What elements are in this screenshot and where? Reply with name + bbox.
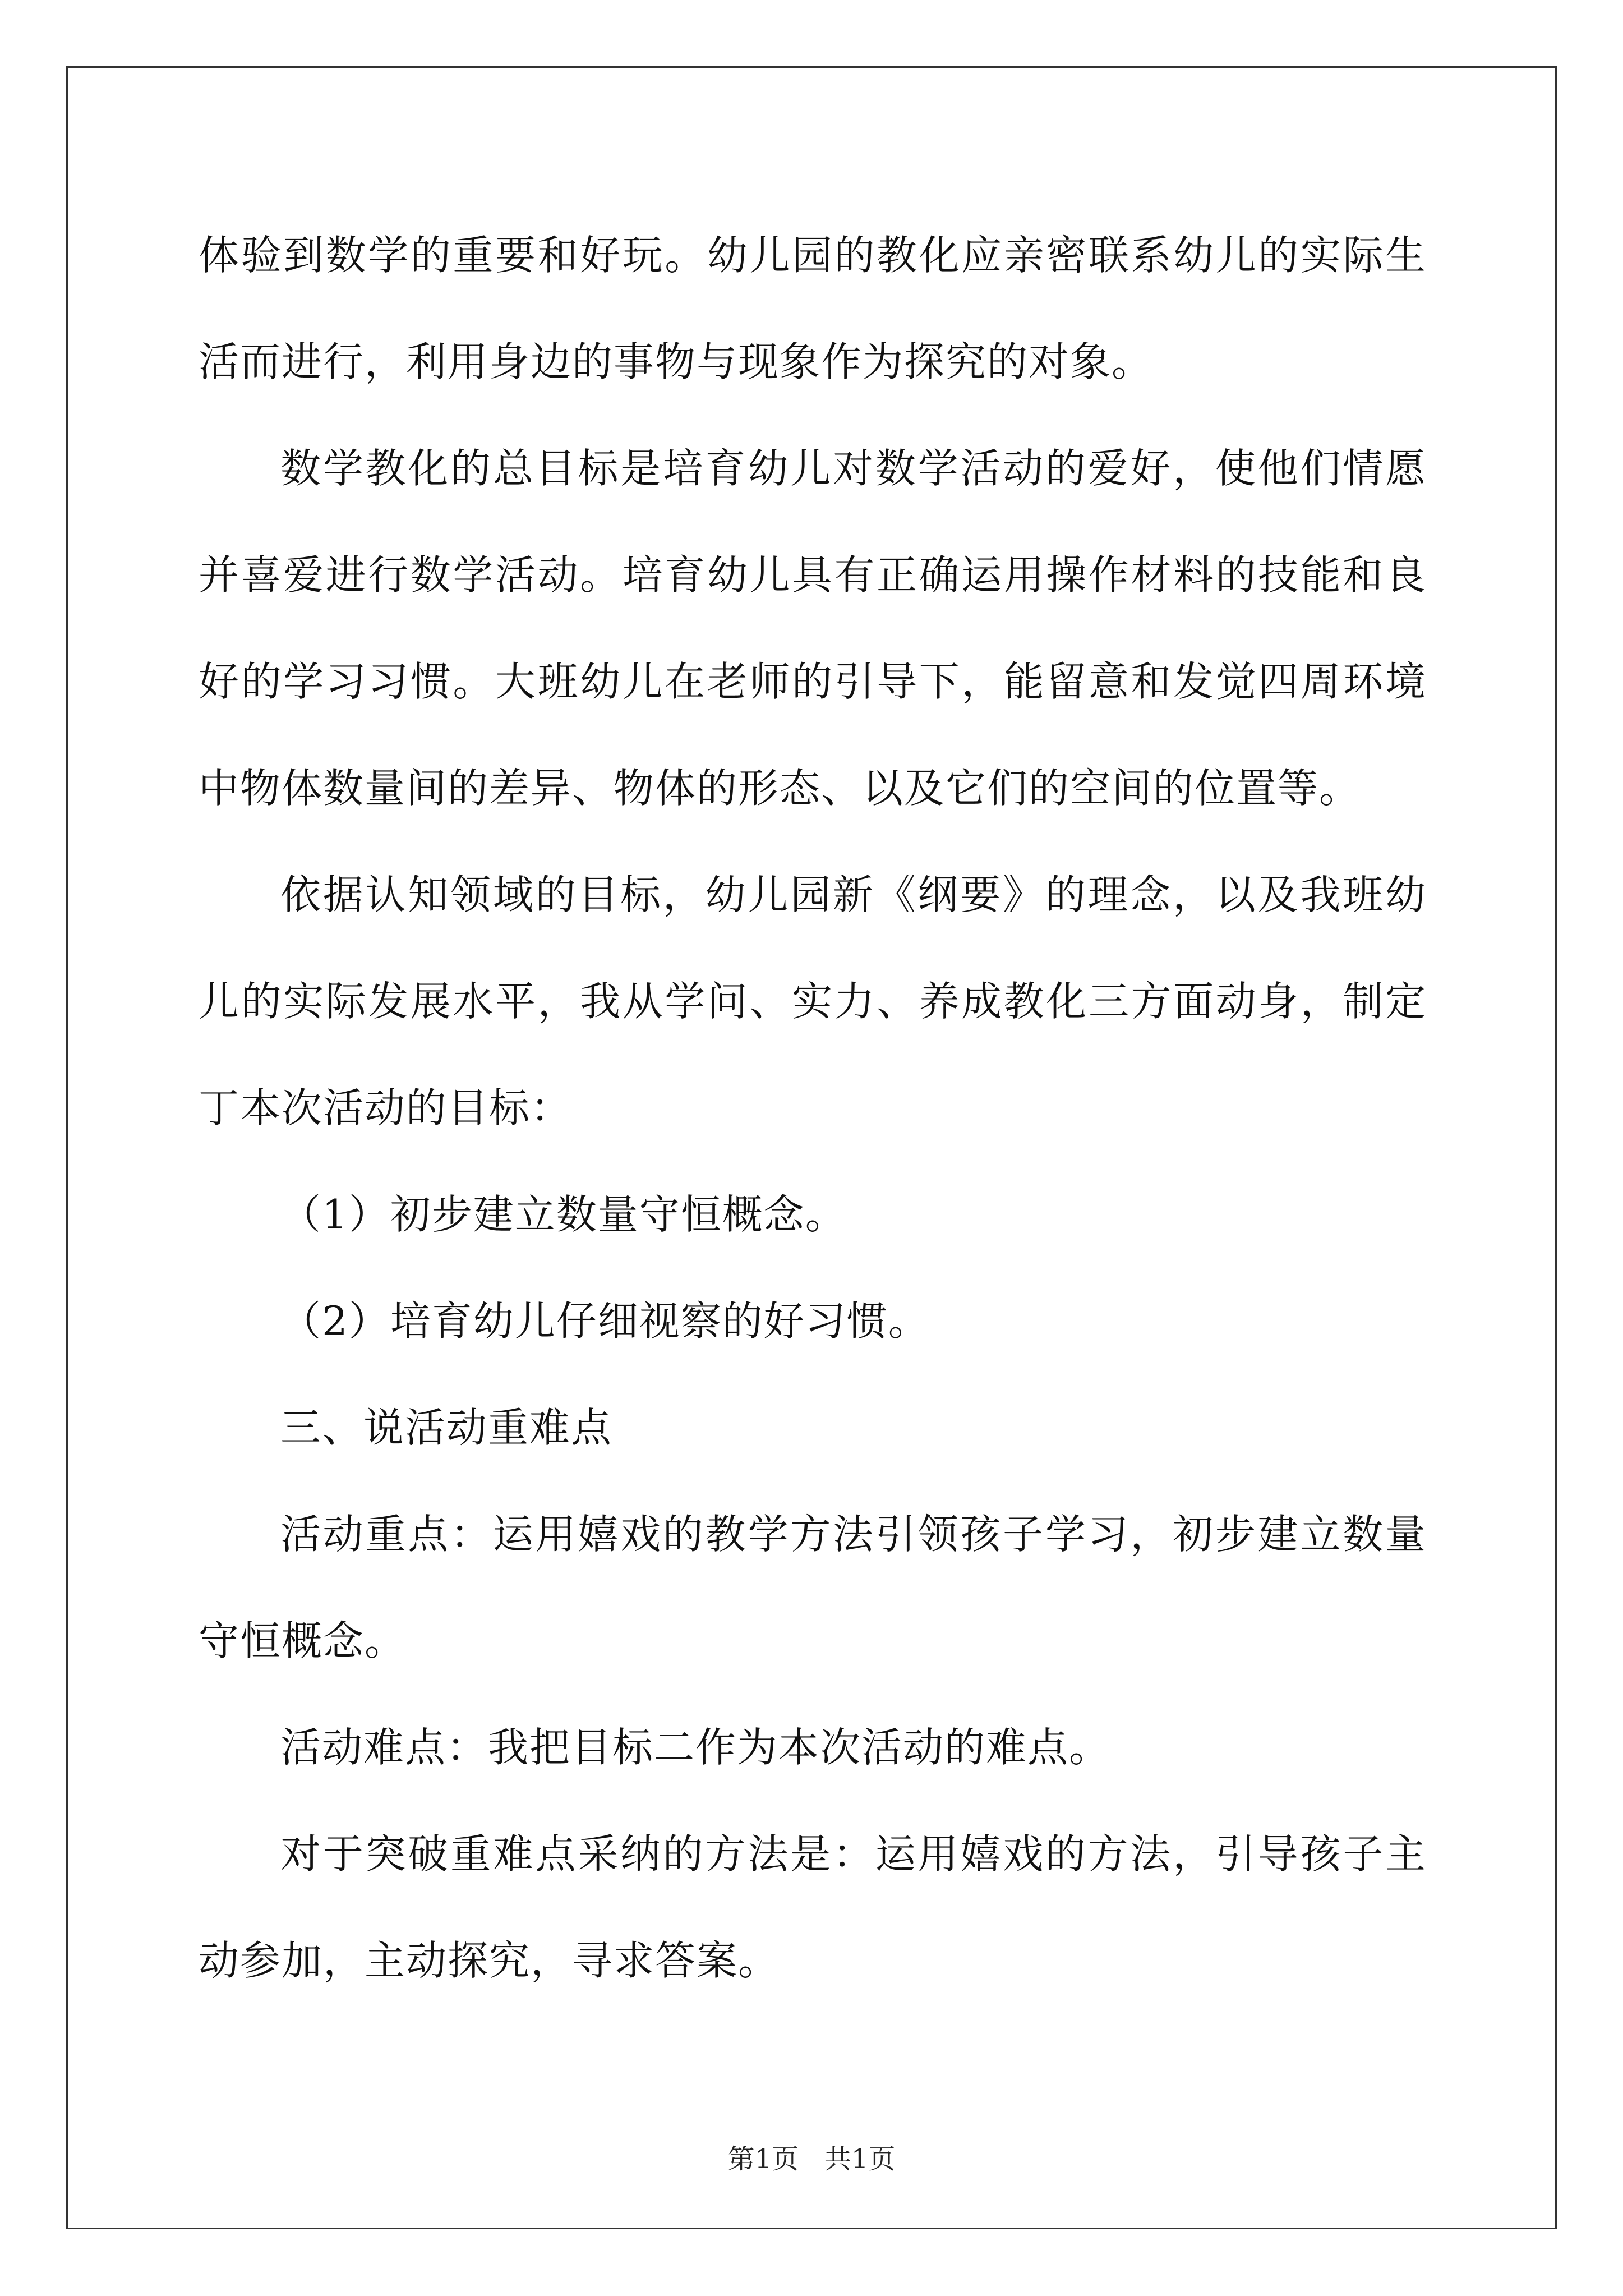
- paragraph-5: （2）培育幼儿仔细视察的好习惯。: [280, 1297, 930, 1345]
- paragraph-9: 对于突破重难点采纳的方法是：运用嬉戏的方法，引导孩子主动参加，主动探究，寻求答案。: [199, 1830, 1427, 1984]
- document-body: [199, 202, 1427, 2014]
- page-footer: 第1页 共1页: [727, 2143, 896, 2175]
- paragraph-2: 数学教化的总目标是培育幼儿对数学活动的爱好，使他们情愿并喜爱进行数学活动。培育幼儿具有正确运用操作材料的技能和良好的学习习惯。大班幼儿在老师的引导下，能留意和发觉四周环境中物体数量间的差异、物体的形态、以及它们的空间的位置等。: [199, 445, 1427, 812]
- paragraph-8: 活动难点：我把目标二作为本次活动的难点。: [280, 1724, 1111, 1771]
- section-heading: 三、说活动重难点: [280, 1404, 613, 1451]
- paragraph-1: 体验到数学的重要和好玩。幼儿园的教化应亲密联系幼儿的实际生活而进行，利用身边的事物与现象作为探究的对象。: [199, 232, 1427, 385]
- paragraph-7: 活动重点：运用嬉戏的教学方法引领孩子学习，初步建立数量守恒概念。: [199, 1511, 1427, 1664]
- paragraph-4: （1）初步建立数量守恒概念。: [280, 1191, 847, 1238]
- paragraph-3: 依据认知领域的目标，幼儿园新《纲要》的理念，以及我班幼儿的实际发展水平，我从学问、实力、养成教化三方面动身，制定丁本次活动的目标：: [199, 871, 1427, 1131]
